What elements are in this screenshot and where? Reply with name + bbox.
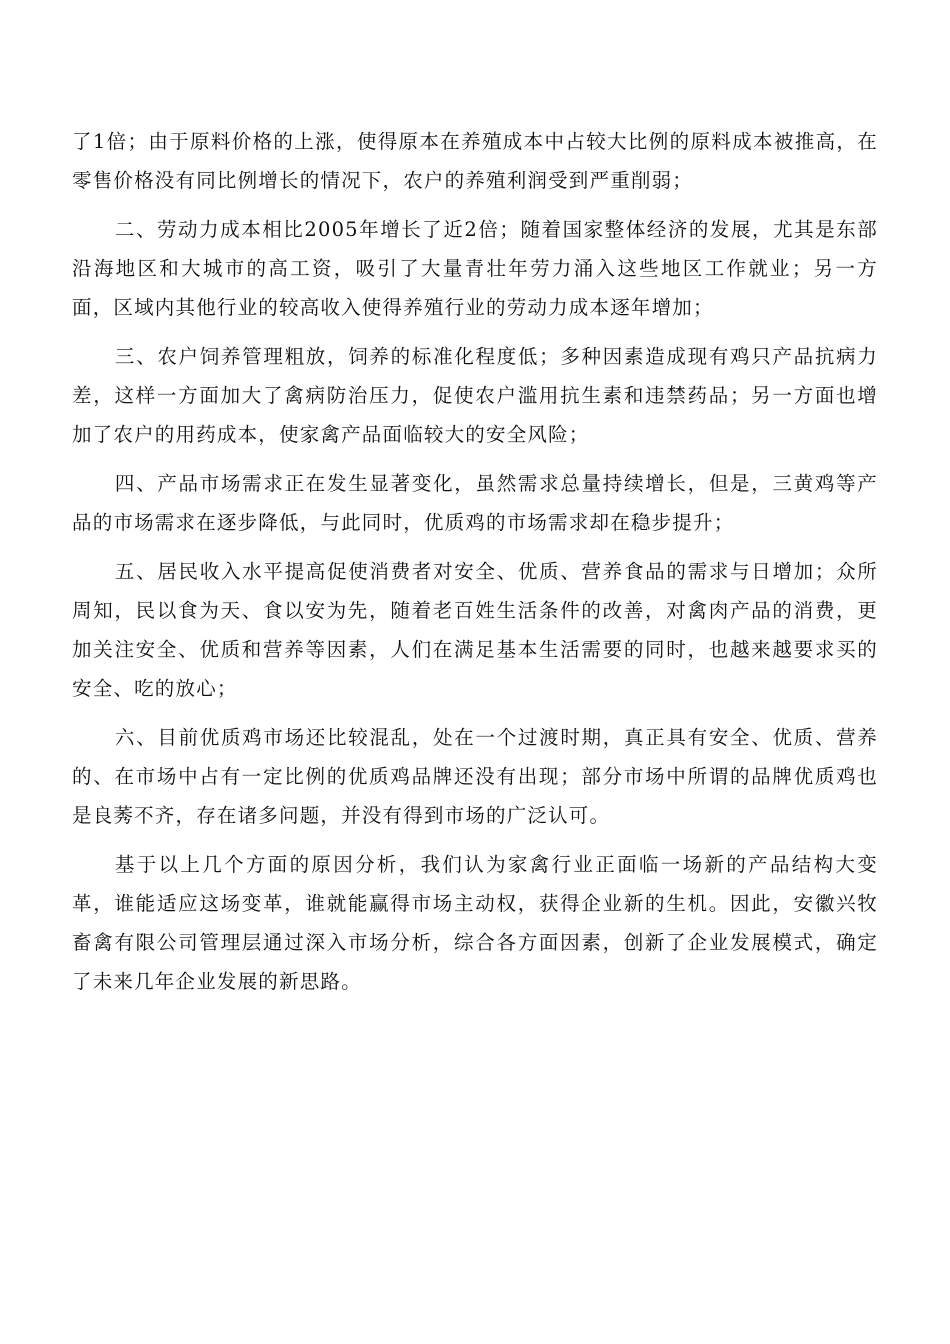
paragraph-point-4: 四、产品市场需求正在发生显著变化，虽然需求总量持续增长，但是，三黄鸡等产品的市场需求在逐步降低，与此同时，优质鸡的市场需求却在稳步提升； [72, 472, 878, 534]
paragraph-point-6: 六、目前优质鸡市场还比较混乱，处在一个过渡时期，真正具有安全、优质、营养的、在市场中占有一定比例的优质鸡品牌还没有出现；部分市场中所谓的品牌优质鸡也是良莠不齐，存在诸多问题，并没有得到市场的广泛认可。 [72, 726, 878, 827]
paragraph-point-2: 二、劳动力成本相比2005年增长了近2倍；随着国家整体经济的发展，尤其是东部沿海地区和大城市的高工资，吸引了大量青壮年劳力涌入这些地区工作就业；另一方面，区域内其他行业的较高收入使得养殖行业的劳动力成本逐年增加； [72, 218, 878, 319]
paragraph-continuation: 了1倍；由于原料价格的上涨，使得原本在养殖成本中占较大比例的原料成本被推高，在零售价格没有同比例增长的情况下，农户的养殖利润受到严重削弱； [72, 130, 878, 192]
document-body [72, 122, 878, 1011]
paragraph-point-5: 五、居民收入水平提高促使消费者对安全、优质、营养食品的需求与日增加；众所周知，民以食为天、食以安为先，随着老百姓生活条件的改善，对禽肉产品的消费，更加关注安全、优质和营养等因素，人们在满足基本生活需要的同时，也越来越要求买的安全、吃的放心； [72, 560, 878, 700]
paragraph-conclusion: 基于以上几个方面的原因分析，我们认为家禽行业正面临一场新的产品结构大变革，谁能适应这场变革，谁就能赢得市场主动权，获得企业新的生机。因此，安徽兴牧畜禽有限公司管理层通过深入市场分析，综合各方面因素，创新了企业发展模式，确定了未来几年企业发展的新思路。 [72, 853, 878, 993]
paragraph-point-3: 三、农户饲养管理粗放，饲养的标准化程度低；多种因素造成现有鸡只产品抗病力差，这样一方面加大了禽病防治压力，促使农户滥用抗生素和违禁药品；另一方面也增加了农户的用药成本，使家禽产品面临较大的安全风险； [72, 345, 878, 446]
